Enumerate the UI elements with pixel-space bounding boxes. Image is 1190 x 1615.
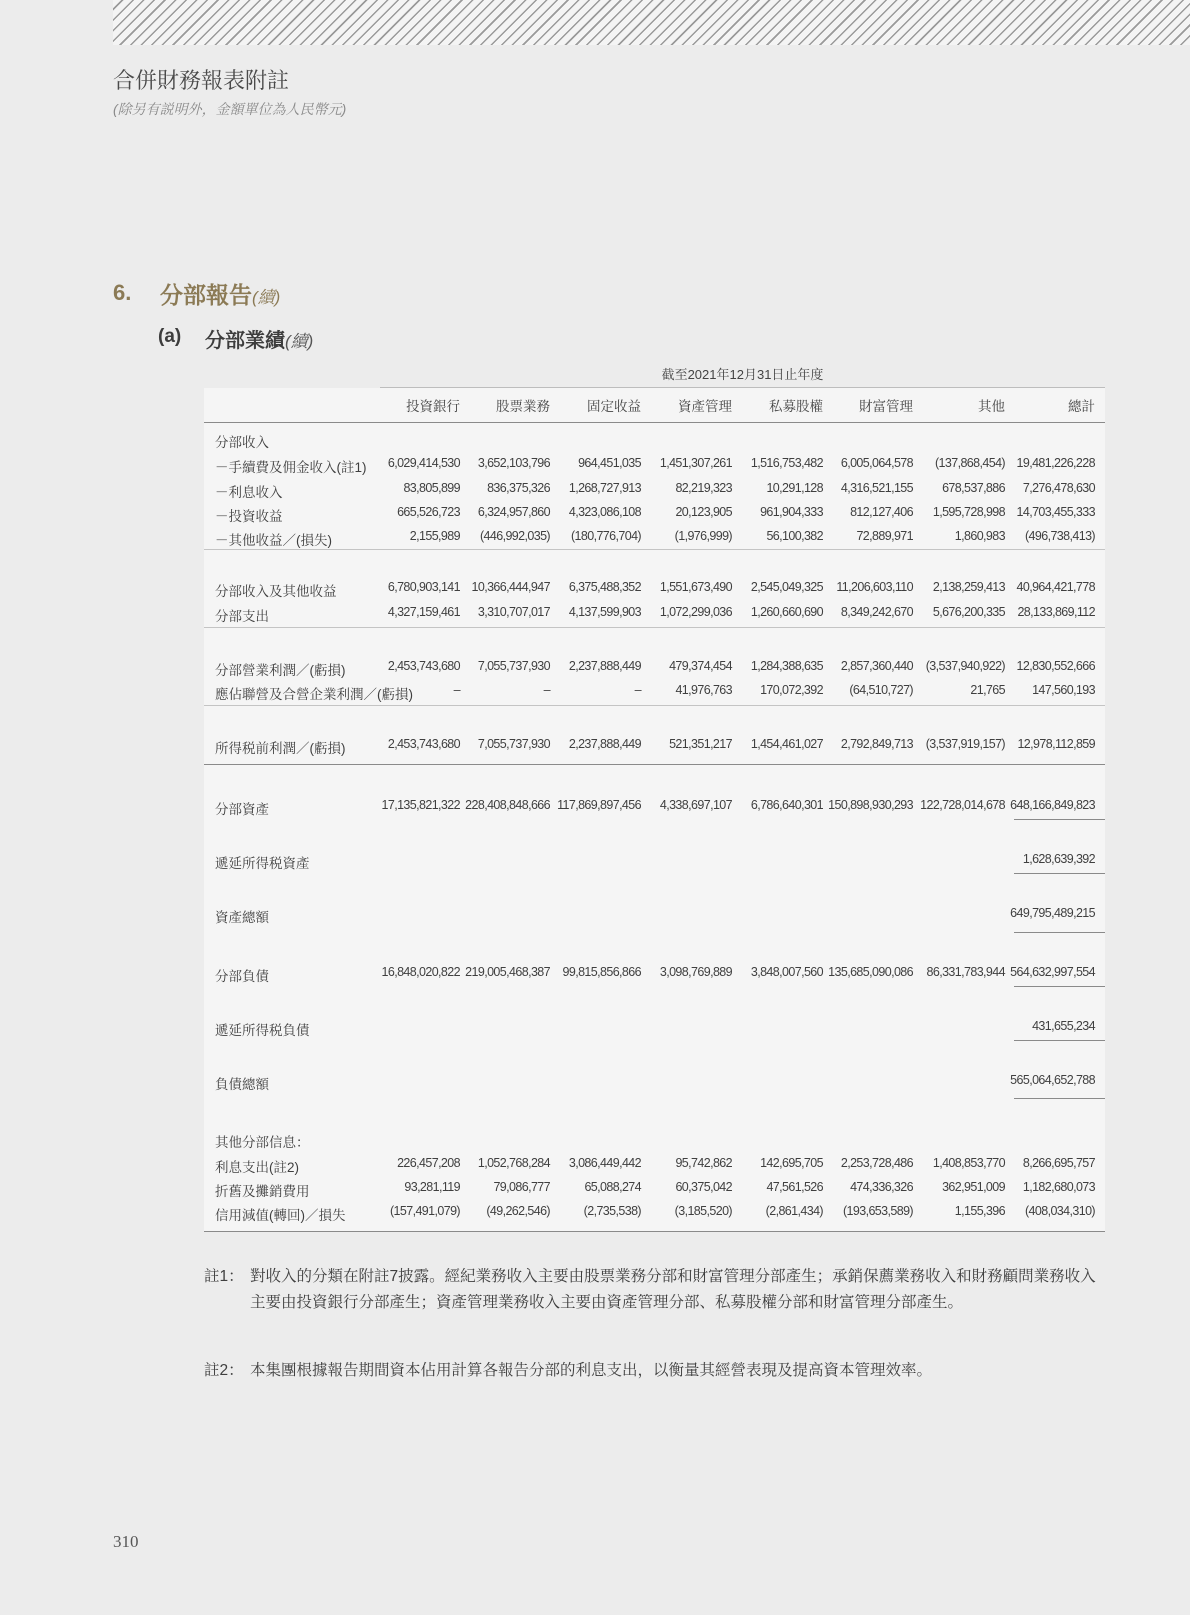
table-cell: 4,338,697,107	[659, 798, 732, 812]
table-cell: 41,976,763	[675, 683, 732, 697]
table-cell: 1,072,299,036	[659, 605, 732, 619]
table-cell: 2,237,888,449	[568, 737, 641, 751]
table-cell: (446,992,035)	[479, 529, 550, 543]
table-cell: 21,765	[970, 683, 1005, 697]
section-cont-mark: (續)	[252, 288, 281, 307]
table-cell: 964,451,035	[578, 456, 641, 470]
table-cell: 2,138,259,413	[932, 580, 1005, 594]
table-cell: 83,805,899	[403, 481, 460, 495]
table-cell: 11,206,603,110	[836, 580, 913, 594]
note-tag: 註1：	[204, 1268, 244, 1285]
row-label: －其他收益／(損失)	[215, 533, 332, 548]
table-cell: 19,481,226,228	[1016, 456, 1095, 470]
table-cell: 1,260,660,690	[750, 605, 823, 619]
table-cell: 564,632,997,554	[1010, 965, 1095, 979]
row-label: 分部負債	[215, 969, 269, 984]
total-underline	[1014, 873, 1105, 874]
section-title	[160, 277, 280, 310]
table-cell: 99,815,856,866	[562, 965, 641, 979]
table-cell: 93,281,119	[404, 1180, 460, 1194]
table-cell: 86,331,783,944	[926, 965, 1005, 979]
table-cell: 6,375,488,352	[568, 580, 641, 594]
row-label: －手續費及佣金收入(註1)	[215, 460, 367, 475]
row-label: 信用減值(轉回)／損失	[215, 1208, 346, 1223]
section-title-text: 分部報告	[160, 282, 252, 308]
row-label: －投資收益	[215, 509, 283, 524]
table-cell: 2,237,888,449	[568, 659, 641, 673]
table-cell: 836,375,326	[487, 481, 550, 495]
table-cell: 60,375,042	[675, 1180, 732, 1194]
table-cell: (3,185,520)	[674, 1204, 732, 1218]
table-cell: 7,276,478,630	[1022, 481, 1095, 495]
row-separator	[204, 627, 1105, 628]
table-cell: 170,072,392	[760, 683, 823, 697]
subsection-title-text: 分部業績	[205, 330, 285, 352]
table-cell: (137,868,454)	[934, 456, 1005, 470]
table-cell: 95,742,862	[675, 1156, 732, 1170]
row-label: 資產總額	[215, 910, 269, 925]
column-header: 總計	[1068, 399, 1095, 414]
table-cell: 648,166,849,823	[1010, 798, 1095, 812]
note-text: 對收入的分類在附註7披露。經紀業務收入主要由股票業務分部和財富管理分部產生；承銷保薦業務收入和財務顧問業務收入主要由投資銀行分部產生；資產管理業務收入主要由資產管理分部、私募股權分部和財富管理分部產生。	[250, 1268, 1096, 1311]
table-cell: 135,685,090,086	[828, 965, 913, 979]
document-subtitle: (除另有説明外，金額單位為人民幣元)	[113, 101, 347, 117]
table-cell: 6,005,064,578	[840, 456, 913, 470]
row-label: 折舊及攤銷費用	[215, 1184, 310, 1199]
table-cell: –	[634, 683, 641, 697]
row-separator-strong	[204, 1231, 1105, 1232]
table-cell: 14,703,455,333	[1016, 505, 1095, 519]
table-cell: 1,182,680,073	[1022, 1180, 1095, 1194]
document-title: 合併財務報表附註	[113, 68, 290, 93]
table-cell: 4,327,159,461	[387, 605, 460, 619]
table-cell: 47,561,526	[766, 1180, 823, 1194]
period-underline	[380, 387, 1105, 388]
table-cell: 8,266,695,757	[1022, 1156, 1095, 1170]
table-cell: (2,861,434)	[765, 1204, 823, 1218]
table-cell: –	[453, 683, 460, 697]
table-cell: 3,086,449,442	[568, 1156, 641, 1170]
subsection-label: (a)	[158, 326, 182, 347]
column-header: 固定收益	[587, 399, 641, 414]
header-hatch-band	[113, 0, 1190, 45]
table-cell: 3,652,103,796	[477, 456, 550, 470]
table-cell: 1,551,673,490	[659, 580, 732, 594]
table-cell: 4,323,086,108	[568, 505, 641, 519]
total-underline	[1014, 1098, 1105, 1099]
table-cell: 7,055,737,930	[477, 737, 550, 751]
table-cell: 961,904,333	[760, 505, 823, 519]
table-cell: 5,676,200,335	[932, 605, 1005, 619]
row-label: 利息支出(註2)	[215, 1160, 299, 1175]
table-cell: 20,123,905	[675, 505, 732, 519]
total-underline	[1014, 986, 1105, 987]
table-cell: 79,086,777	[493, 1180, 550, 1194]
table-cell: 16,848,020,822	[381, 965, 460, 979]
table-cell: (193,653,589)	[842, 1204, 913, 1218]
table-cell: 3,848,007,560	[750, 965, 823, 979]
table-cell: 1,860,983	[954, 529, 1005, 543]
table-cell: 1,155,396	[954, 1204, 1005, 1218]
table-cell: 65,088,274	[584, 1180, 641, 1194]
table-cell: 4,316,521,155	[840, 481, 913, 495]
row-label: 分部收入	[215, 435, 269, 450]
table-cell: 521,351,217	[669, 737, 732, 751]
table-cell: 565,064,652,788	[1010, 1073, 1095, 1087]
table-cell: 4,137,599,903	[568, 605, 641, 619]
column-header: 投資銀行	[406, 399, 460, 414]
row-label: －利息收入	[215, 485, 283, 500]
row-separator	[204, 549, 1105, 550]
table-cell: 3,098,769,889	[659, 965, 732, 979]
table-cell: (180,776,704)	[570, 529, 641, 543]
table-cell: 147,560,193	[1032, 683, 1095, 697]
table-cell: 2,545,049,325	[750, 580, 823, 594]
table-cell: 226,457,208	[397, 1156, 460, 1170]
total-underline	[1014, 932, 1105, 933]
table-cell: (408,034,310)	[1024, 1204, 1095, 1218]
table-cell: 2,857,360,440	[840, 659, 913, 673]
table-cell: 1,052,768,284	[477, 1156, 550, 1170]
table-cell: 7,055,737,930	[477, 659, 550, 673]
note-item	[204, 1264, 1110, 1316]
table-cell: (1,976,999)	[674, 529, 732, 543]
table-cell: 12,830,552,666	[1016, 659, 1095, 673]
row-label: 分部資產	[215, 802, 269, 817]
table-cell: 1,451,307,261	[659, 456, 732, 470]
table-cell: (496,738,413)	[1024, 529, 1095, 543]
column-header: 股票業務	[496, 399, 550, 414]
row-label: 遞延所得税資產	[215, 856, 310, 871]
table-cell: (49,262,546)	[486, 1204, 550, 1218]
row-label: 分部支出	[215, 609, 269, 624]
row-label: 其他分部信息：	[215, 1135, 310, 1150]
column-header: 資產管理	[678, 399, 732, 414]
row-label: 分部收入及其他收益	[215, 584, 337, 599]
column-header: 私募股權	[769, 399, 823, 414]
table-cell: 40,964,421,778	[1016, 580, 1095, 594]
subsection-title	[205, 324, 313, 353]
table-cell: 649,795,489,215	[1010, 906, 1095, 920]
table-cell: 8,349,242,670	[840, 605, 913, 619]
table-cell: 1,595,728,998	[932, 505, 1005, 519]
table-cell: (3,537,919,157)	[925, 737, 1005, 751]
table-cell: 117,869,897,456	[557, 798, 641, 812]
table-cell: 122,728,014,678	[920, 798, 1005, 812]
column-header: 財富管理	[859, 399, 913, 414]
table-period-heading: 截至2021年12月31日止年度	[661, 367, 824, 382]
table-cell: 474,336,326	[850, 1180, 913, 1194]
table-cell: 17,135,821,322	[381, 798, 460, 812]
table-cell: 431,655,234	[1032, 1019, 1095, 1033]
table-cell: 228,408,848,666	[465, 798, 550, 812]
table-cell: 12,978,112,859	[1017, 737, 1095, 751]
table-cell: 479,374,454	[669, 659, 732, 673]
row-label: 分部營業利潤／(虧損)	[215, 663, 346, 678]
table-cell: 82,219,323	[675, 481, 732, 495]
table-cell: 2,792,849,713	[840, 737, 913, 751]
table-cell: –	[543, 683, 550, 697]
table-cell: 6,780,903,141	[387, 580, 460, 594]
table-cell: 1,268,727,913	[568, 481, 641, 495]
note-tag: 註2：	[204, 1362, 244, 1379]
table-cell: 665,526,723	[397, 505, 460, 519]
table-cell: 2,253,728,486	[840, 1156, 913, 1170]
row-separator-strong	[204, 764, 1105, 765]
total-underline	[1014, 819, 1105, 820]
section-number: 6.	[113, 280, 132, 305]
table-cell: (3,537,940,922)	[925, 659, 1005, 673]
table-cell: 28,133,869,112	[1017, 605, 1095, 619]
table-cell: 2,155,989	[409, 529, 460, 543]
table-cell: 2,453,743,680	[387, 659, 460, 673]
table-cell: 6,786,640,301	[750, 798, 823, 812]
row-label: 應佔聯營及合營企業利潤／(虧損)	[215, 687, 413, 702]
table-cell: 1,284,388,635	[750, 659, 823, 673]
table-cell: 1,408,853,770	[932, 1156, 1005, 1170]
table-cell: 1,454,461,027	[750, 737, 823, 751]
page-number: 310	[113, 1532, 139, 1551]
table-cell: 219,005,468,387	[465, 965, 550, 979]
table-cell: (64,510,727)	[849, 683, 913, 697]
table-cell: 142,695,705	[760, 1156, 823, 1170]
table-cell: 1,516,753,482	[750, 456, 823, 470]
table-cell: 150,898,930,293	[828, 798, 913, 812]
table-cell: (2,735,538)	[583, 1204, 641, 1218]
note-text: 本集團根據報告期間資本佔用計算各報告分部的利息支出，以衡量其經營表現及提高資本管理效率。	[250, 1362, 933, 1379]
table-cell: 6,029,414,530	[387, 456, 460, 470]
table-cell: 10,366,444,947	[471, 580, 550, 594]
row-label: 遞延所得税負債	[215, 1023, 310, 1038]
table-cell: 56,100,382	[766, 529, 823, 543]
row-label: 負債總額	[215, 1077, 269, 1092]
row-label: 所得税前利潤／(虧損)	[215, 741, 346, 756]
total-underline	[1014, 1040, 1105, 1041]
column-header: 其他	[978, 399, 1005, 414]
table-cell: 362,951,009	[942, 1180, 1005, 1194]
table-cell: 812,127,406	[850, 505, 913, 519]
table-cell: 6,324,957,860	[477, 505, 550, 519]
table-cell: 678,537,886	[942, 481, 1005, 495]
table-cell: 72,889,971	[856, 529, 913, 543]
header-rule	[204, 422, 1105, 423]
table-cell: (157,491,079)	[389, 1204, 460, 1218]
table-cell: 10,291,128	[766, 481, 823, 495]
table-cell: 3,310,707,017	[477, 605, 550, 619]
table-cell: 1,628,639,392	[1022, 852, 1095, 866]
subsection-cont-mark: (續)	[285, 332, 314, 351]
row-separator	[204, 705, 1105, 706]
table-cell: 2,453,743,680	[387, 737, 460, 751]
note-item	[204, 1358, 1110, 1384]
